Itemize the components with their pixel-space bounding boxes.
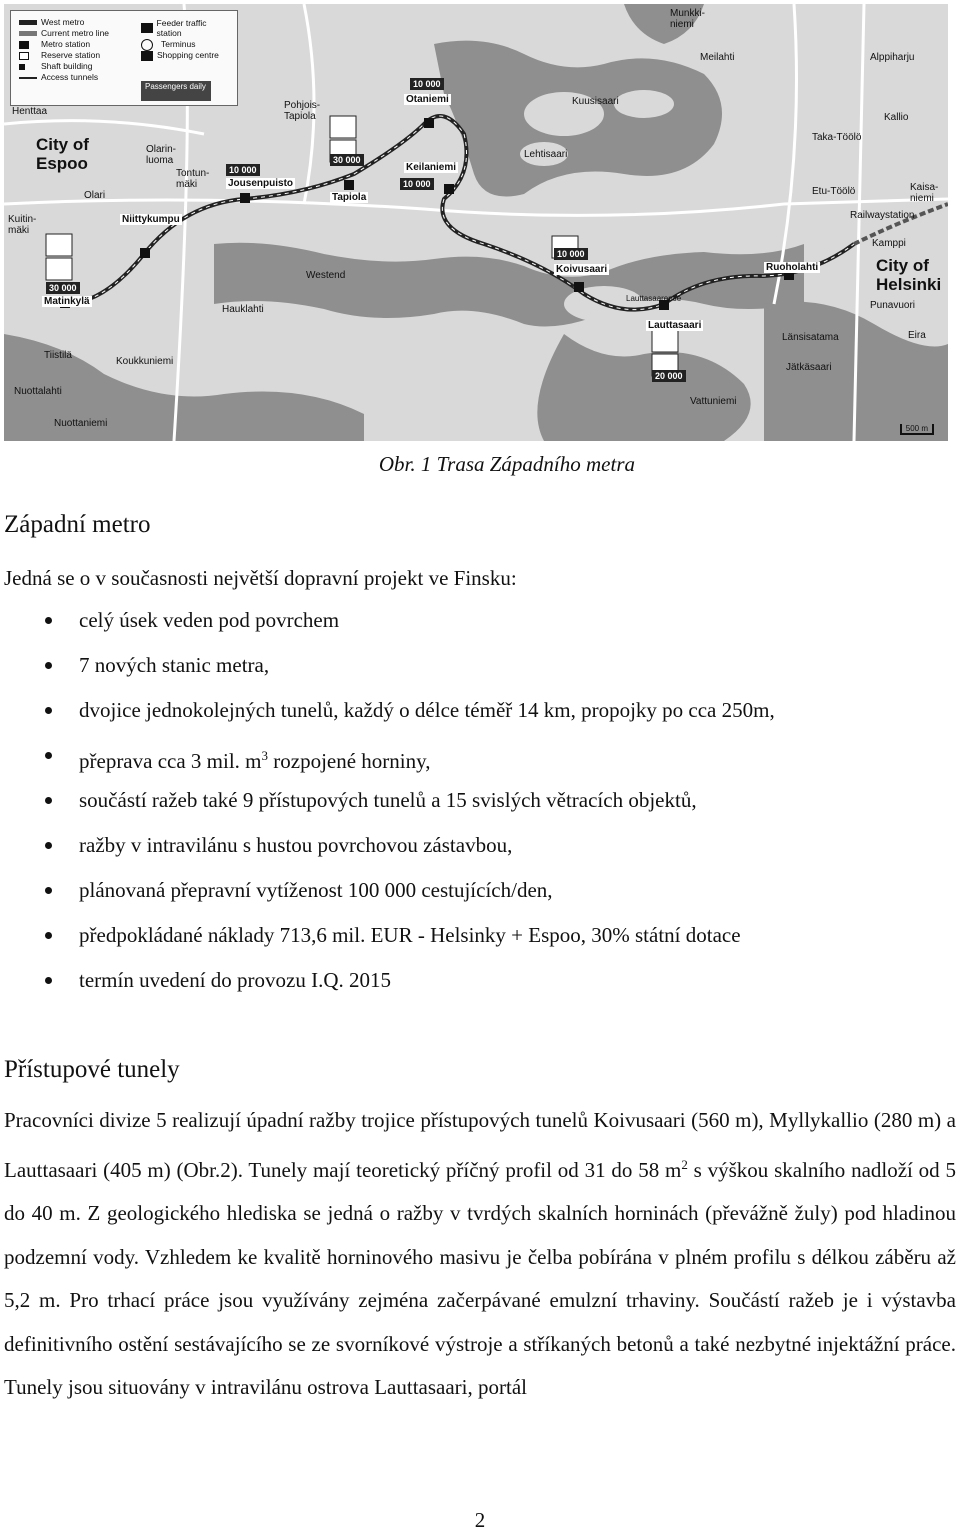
legend-current-line: Current metro line: [41, 28, 110, 38]
place-label: Etu-Töölö: [812, 186, 856, 197]
list-item: dvojice jednokolejných tunelů, každý o délce téměř 14 km, propojky po cca 250m,: [0, 688, 775, 733]
passenger-count-badge: 30 000: [46, 282, 80, 294]
shopping-icon: [141, 51, 153, 61]
list-item: přeprava cca 3 mil. $m^3$ rozpojené horniny,: [0, 733, 775, 778]
legend-shaft: Shaft building: [41, 61, 93, 71]
bullet-icon: [45, 932, 52, 939]
list-item: celý úsek veden pod povrchem: [0, 598, 775, 643]
place-label: Taka-Töölö: [812, 132, 862, 143]
legend-shopping: Shopping centre: [157, 50, 219, 60]
place-label: Lehtisaari: [524, 149, 568, 160]
station-label: Lauttasaari: [648, 320, 702, 331]
passenger-count-badge: 10 000: [226, 164, 260, 176]
place-label: Tiistilä: [44, 350, 72, 361]
section-heading-western-metro: Západní metro: [4, 511, 151, 538]
place-label: Railwaystation: [850, 210, 915, 221]
place-label: Kaisa-niemi: [910, 182, 939, 204]
current-line-swatch-icon: [19, 31, 37, 36]
map-legend: [10, 10, 238, 106]
bullet-icon: [45, 797, 52, 804]
place-label: Olarin-luoma: [146, 144, 177, 166]
place-label: Nuottaniemi: [54, 418, 108, 429]
city-helsinki-label: City of Helsinki: [876, 256, 942, 294]
station-label: Koivusaari: [556, 264, 608, 275]
station-label: Matinkylä: [44, 296, 90, 307]
legend-station: Metro station: [41, 39, 91, 49]
passenger-count-badge: 30 000: [330, 154, 364, 166]
place-label: Jätkäsaari: [786, 362, 832, 373]
place-label: Nuottalahti: [14, 386, 62, 397]
station-label: Tapiola: [332, 192, 367, 203]
place-label: Koukkuniemi: [116, 356, 174, 367]
bullet-icon: [45, 977, 52, 984]
figure-caption: Obr. 1 Trasa Západního metra: [378, 452, 635, 476]
west-metro-swatch-icon: [19, 20, 37, 25]
bullet-icon: [45, 887, 52, 894]
place-label: Kallio: [884, 112, 909, 123]
bullet-icon: [45, 842, 52, 849]
access-tunnel-swatch-icon: [19, 77, 37, 79]
station-swatch-icon: [19, 41, 29, 49]
passenger-count-badge: 20 000: [652, 370, 686, 382]
station-label: Otaniemi: [406, 94, 449, 105]
place-label: Alppiharju: [870, 52, 915, 63]
list-item: 7 nových stanic metra,: [0, 643, 775, 688]
passenger-count-badge: 10 000: [410, 78, 444, 90]
section-lead: Jedná se o v současnosti největší dopravní projekt ve Finsku:: [4, 566, 517, 590]
map-scale-bar: 500 m: [900, 424, 934, 435]
place-label: Munkki-niemi: [670, 8, 706, 30]
place-label: Olari: [84, 190, 106, 201]
reserve-station-swatch-icon: [19, 52, 29, 60]
station-label: Keilaniemi: [406, 162, 457, 173]
bus-icon: [141, 23, 153, 33]
legend-passengers: Passengers daily: [141, 81, 211, 101]
bullet-list: [0, 598, 775, 1003]
place-label: Meilahti: [700, 52, 735, 63]
place-label: Westend: [306, 270, 346, 281]
place-label: Punavuori: [870, 300, 916, 311]
legend-feeder: Feeder traffic station: [156, 18, 207, 38]
legend-access-tunnels: Access tunnels: [41, 72, 99, 82]
legend-terminus: Terminus: [161, 39, 196, 49]
page-number: 2: [474, 1508, 486, 1532]
bullet-icon: [45, 662, 52, 669]
list-item: plánovaná přepravní vytíženost 100 000 cestujících/den,: [0, 868, 775, 913]
place-label: Kuitin-mäki: [8, 214, 37, 236]
place-label: Kuusisaari: [572, 96, 619, 107]
shaft-swatch-icon: [19, 64, 25, 70]
bullet-icon: [45, 617, 52, 624]
station-label: Ruoholahti: [766, 262, 819, 273]
place-label: Lauttasaarentie: [626, 294, 682, 303]
passenger-count-badge: 10 000: [554, 248, 588, 260]
station-label: Niittykumpu: [122, 214, 180, 225]
place-label: Eira: [908, 330, 926, 341]
section-heading-access-tunnels: Přístupové tunely: [4, 1056, 180, 1083]
list-item: předpokládané náklady 713,6 mil. EUR - Helsinky + Espoo, 30% státní dotace: [0, 913, 775, 958]
legend-west-metro: West metro: [41, 17, 85, 27]
bullet-icon: [45, 752, 52, 759]
place-label: Vattuniemi: [690, 396, 737, 407]
place-label: Pohjois-Tapiola: [284, 100, 321, 122]
body-paragraph: Pracovníci divize 5 realizují úpadní ražby trojice přístupových tunelů Koivusaari (560 m), Myllykallio (280 m) a Lauttasaari (405 m) (Obr.2). Tunely mají teoretický příčný profil od 31 do 58 $m^2$ s výškou skalního nadloží od 5 do 40 m. Z geologického hlediska se jedná o ražby v tvrdých skalních horninách (převážně žuly) pod hladinou podzemní vody. Vzhledem ke kvalitě horninového masivu je čelba pobírána v plném profilu s délkou záběru až 5,2 m. Pro trhací práce jsou využívány zejména začerpávané emulzní trhaviny. Součástí ražeb je i výstavba definitivního ostění sestávajícího se ze svorníkové výstroje a stříkaných betonů a také nezbytné injektážní práce. Tunely jsou situovány v intravilánu ostrova Lauttasaari, portál: [4, 1108, 956, 1399]
list-item: součástí ražeb také 9 přístupových tunelů a 15 svislých větracích objektů,: [0, 778, 775, 823]
legend-reserve-station: Reserve station: [41, 50, 101, 60]
place-label: Tontun-mäki: [176, 168, 210, 190]
passenger-count-badge: 10 000: [400, 178, 434, 190]
station-label: Jousenpuisto: [228, 178, 294, 189]
bullet-icon: [45, 707, 52, 714]
place-label: Henttaa: [12, 106, 48, 117]
list-item: ražby v intravilánu s hustou povrchovou zástavbou,: [0, 823, 775, 868]
city-espoo-label: City of Espoo: [36, 135, 89, 173]
place-label: Kamppi: [872, 238, 906, 249]
place-label: Länsisatama: [782, 332, 839, 343]
list-item: termín uvedení do provozu I.Q. 2015: [0, 958, 775, 1003]
route-map: [4, 4, 948, 441]
terminus-icon: [141, 39, 153, 51]
place-label: Hauklahti: [222, 304, 264, 315]
